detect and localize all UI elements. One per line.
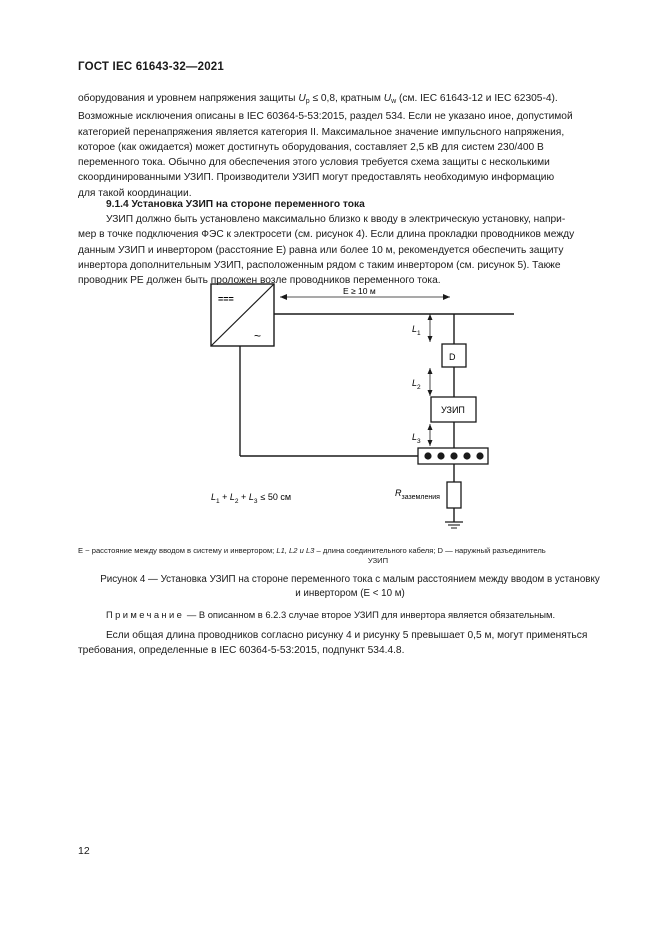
figure-legend	[78, 546, 618, 566]
legend-l-symbols: L1, L2 и L3 –	[276, 546, 321, 555]
page-number: 12	[78, 845, 90, 857]
legend-line-1	[78, 546, 618, 556]
intro-text-c: (см. IEC 61643-12 и IEC 62305-4).	[396, 93, 558, 104]
length-sum-label: $L_1 + L_2 + L_3 \le 50$ см	[211, 492, 292, 505]
earth-resistor-label	[395, 488, 440, 501]
l3-label	[412, 432, 421, 445]
spd-label: УЗИП	[441, 405, 465, 415]
uw-subscript: w	[391, 98, 397, 105]
l2-subscript: 2	[417, 384, 421, 391]
section-line-3: данным УЗИП и инвертором (расстояние Е) равна или более 10 м, рекомендуется обеспечить защиту	[78, 244, 564, 256]
intro-line-3: категорией перенапряжения является категория II. Максимальное значение импульсного напряжения,	[78, 126, 565, 138]
disconnector-label: D	[449, 352, 456, 362]
note-text: — В описанном в 6.2.3 случае второе УЗИП для инвертора является обязательным.	[184, 609, 556, 620]
caption-line-1: Рисунок 4 — Установка УЗИП на стороне переменного тока с малым расстоянием между вводом в установку	[100, 574, 600, 585]
r-subscript: заземления	[401, 494, 440, 501]
l3-subscript: 3	[417, 438, 421, 445]
section-line-4: инвертора дополнительным УЗИП, расположенным рядом с таким инвертором (см. рисунок 5). Также	[78, 259, 561, 271]
earthing-terminal	[476, 452, 483, 459]
intro-line-2: Возможные исключения описаны в IEC 60364-5-53:2015, раздел 534. Если не указано иное, допустимой	[78, 111, 573, 123]
final-line-1: Если общая длина проводников согласно рисунку 4 и рисунку 5 превышает 0,5 м, могут применяться	[106, 630, 588, 641]
l1-label	[412, 324, 421, 337]
final-paragraph	[78, 628, 615, 659]
earthing-terminal	[450, 452, 457, 459]
ac-symbol: ~	[254, 329, 262, 343]
earthing-terminal	[424, 452, 431, 459]
intro-text-b: ≤ 0,8, кратным	[309, 93, 384, 104]
distance-arrow-left-head	[280, 294, 287, 300]
section-line-5: проводник РЕ должен быть проложен возле проводников переменного тока.	[78, 275, 441, 287]
note	[106, 609, 555, 620]
document-header: ГОСТ IEC 61643-32—2021	[78, 61, 224, 73]
distance-label: E ≥ 10 м	[343, 286, 376, 296]
l2-symbol: L	[412, 378, 418, 388]
note-label: Примечание	[106, 609, 185, 620]
intro-line-7: для такой координации.	[78, 187, 192, 199]
intro-line-5: переменного тока. Обычно для обеспечения этого условия требуется схема защиты с несколькими	[78, 157, 550, 169]
final-line-2: требования, определенные в IEC 60364-5-53:2015, подпункт 534.4.8.	[78, 645, 405, 657]
r-symbol: R	[395, 488, 402, 498]
legend-part-1: E ~ расстояние между вводом в систему и инвертором;	[78, 546, 277, 555]
uw-symbol: U	[383, 93, 392, 104]
section-line-2: мер в точке подключения ФЭС к электросети (см. рисунок 4). Если длина прокладки проводников между	[78, 229, 575, 241]
up-subscript: p	[305, 98, 310, 105]
caption-line-2: и инвертором (E < 10 м)	[295, 587, 405, 599]
distance-arrow-right-head	[443, 294, 450, 300]
legend-line-2: УЗИП	[367, 556, 389, 565]
section-line-1: УЗИП должно быть установлено максимально близко к вводу в электрическую установку, напри-	[106, 214, 566, 225]
intro-line-4: которое (как ожидается) может достигнуть оборудования, составляет 2,5 кВ для систем 230/400 В	[78, 141, 544, 153]
l3-symbol: L	[412, 432, 418, 442]
earthing-terminal	[437, 452, 444, 459]
l1-symbol: L	[412, 324, 418, 334]
earth-resistor	[447, 482, 461, 508]
length-sum-value: ≤ 50 см	[260, 492, 292, 502]
l1-subscript: 1	[417, 330, 421, 337]
section-title: 9.1.4 Установка УЗИП на стороне переменного тока	[106, 199, 365, 210]
intro-line-6: скоординированными УЗИП. Производители УЗИП могут предоставлять необходимую информацию	[78, 172, 555, 184]
earthing-terminal	[463, 452, 470, 459]
figure-caption	[90, 573, 610, 600]
dc-symbol: ===	[218, 294, 234, 304]
intro-text-a: оборудования и уровнем напряжения защиты	[78, 93, 299, 104]
legend-part-2: длина соединительного кабеля; D — наружный разъединитель	[320, 546, 546, 555]
up-symbol: U	[298, 93, 306, 104]
l2-label	[412, 378, 421, 391]
